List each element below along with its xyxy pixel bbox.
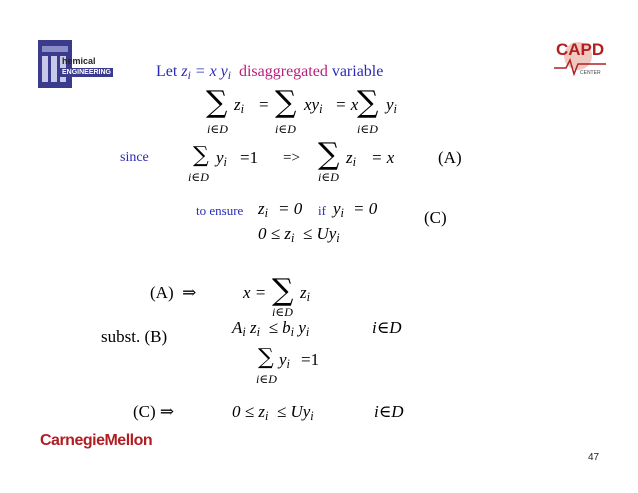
sum-symbol-1: ∑ <box>206 85 228 120</box>
eq-zero-1: = 0 <box>278 199 303 218</box>
let-text: Let <box>156 63 178 80</box>
label-c: (C) <box>424 208 447 227</box>
index-under-1: i∈D <box>207 122 228 136</box>
eq-x-y-text: = x y <box>194 63 228 80</box>
block-b-label: subst. (B) <box>101 327 168 346</box>
equals-x-since: = x <box>371 148 395 167</box>
equals-one: =1 <box>240 148 259 167</box>
constraint-b: $A_i$ $z_i \le b_i$ $y_i$ <box>232 318 310 340</box>
index-under-3: i∈D <box>357 122 378 136</box>
capd-center-text: CENTER <box>580 70 601 76</box>
block-a-label: (A) ⇒ <box>150 283 197 302</box>
z-i-ensure: $z_i$ <box>258 199 269 221</box>
label-a: (A) <box>438 148 462 167</box>
y-i-since: $y_i$ <box>216 148 227 170</box>
z-i-since: $z_i$ <box>346 148 357 170</box>
domain-b: i∈D <box>372 318 402 337</box>
to-ensure-text: to ensure <box>196 203 244 218</box>
index-under-b: i∈D <box>256 372 277 386</box>
logo-text-engineering: ENGINEERING <box>62 69 112 76</box>
index-under-a: i∈D <box>272 305 293 319</box>
z-symbol: z <box>181 63 188 80</box>
sum-symbol-since: ∑ <box>193 143 209 168</box>
ineq-c: $0 \le z_i \le Uy_i$ <box>232 402 314 424</box>
domain-c: i∈D <box>374 402 404 421</box>
xy-i-term: $xy_i$ <box>304 95 323 117</box>
index-under-since-1: i∈D <box>188 170 209 184</box>
page-number: 47 <box>588 452 600 463</box>
y-subscript: i <box>227 69 231 82</box>
y-i-ensure: $y_i$ <box>333 199 344 221</box>
index-under-2: i∈D <box>275 122 296 136</box>
y-i-term: $y_i$ <box>386 95 397 117</box>
y-i-b: $y_i$ <box>279 350 290 372</box>
definition-line <box>156 63 383 82</box>
chemical-engineering-logo <box>38 40 112 90</box>
sum-symbol-a: ∑ <box>272 273 294 308</box>
capd-logo <box>548 38 610 80</box>
z-i-a: $z_i$ <box>300 283 311 305</box>
if-text: if <box>318 203 326 218</box>
variable-text: variable <box>331 63 384 80</box>
sum-symbol-since-2: ∑ <box>318 137 340 172</box>
since-text: since <box>120 150 149 165</box>
sum-symbol-3: ∑ <box>357 85 379 120</box>
carnegie-mellon-logo: CarnegieMellon <box>40 432 153 449</box>
equals-x: = x <box>335 95 359 114</box>
logo-text-chemical: hemical <box>62 56 96 66</box>
ineq-ensure: $0 \le z_i \le Uy_i$ <box>258 224 340 246</box>
implies-arrow: => <box>283 150 300 166</box>
equals-1: = <box>259 95 269 114</box>
z-i-term: $z_i$ <box>234 95 245 117</box>
sum-symbol-2: ∑ <box>275 85 297 120</box>
disaggregated-text: disaggregated <box>238 63 328 80</box>
capd-text: CAPD <box>556 40 605 59</box>
index-under-since-2: i∈D <box>318 170 339 184</box>
x-equals: x = <box>243 283 267 302</box>
sum-symbol-b: ∑ <box>258 345 274 370</box>
z-subscript: i <box>187 69 191 82</box>
block-c-label: (C) ⇒ <box>133 402 175 421</box>
eq-zero-2: = 0 <box>353 199 378 218</box>
equals-one-b: =1 <box>301 350 320 369</box>
